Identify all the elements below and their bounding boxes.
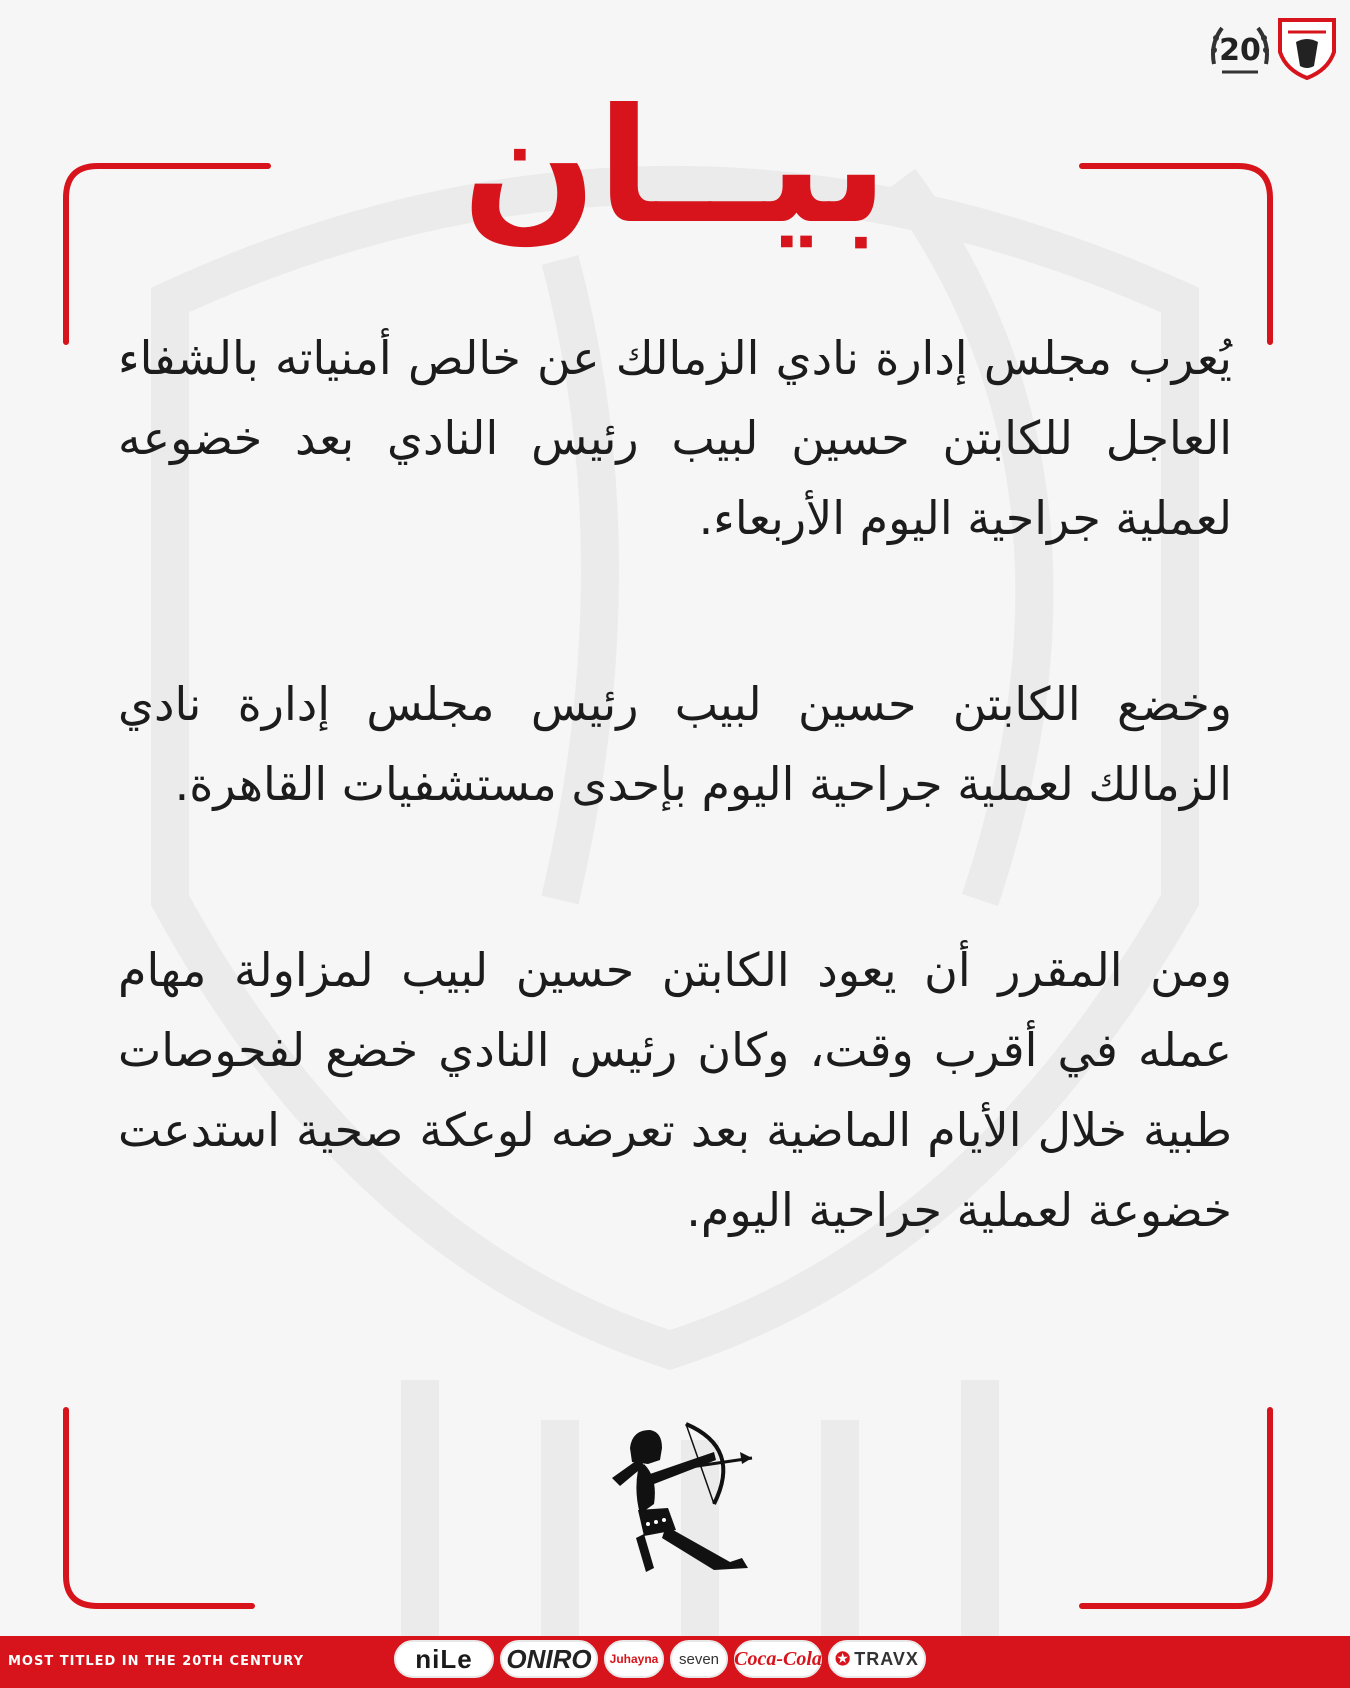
sponsor-name: ONIRO	[506, 1643, 592, 1674]
statement-paragraph: وخضع الكابتن حسين لبيب رئيس مجلس إدارة نادي الزمالك لعملية جراحية اليوم بإحدى مستشفيات القاهرة.	[118, 677, 1232, 811]
sponsor-strip	[394, 1637, 926, 1681]
sponsor-name: Juhayna	[609, 1652, 659, 1666]
sponsor-name: TRAVX	[854, 1648, 919, 1669]
sponsor-cocacola-logo	[734, 1640, 822, 1678]
badge-number: 20	[1219, 33, 1261, 68]
sponsor-nile-logo	[394, 1640, 494, 1678]
statement-body	[118, 318, 1232, 1250]
sponsor-name: seven	[678, 1650, 720, 1668]
zamalek-crest-icon	[1280, 20, 1334, 78]
sponsor-juhayna-logo	[604, 1640, 664, 1678]
sponsor-name: Coca-Cola	[734, 1647, 822, 1670]
archer-icon	[610, 1418, 760, 1574]
club-logo	[1208, 14, 1338, 80]
sponsor-oniro-logo	[500, 1640, 598, 1678]
sponsor-travx-logo	[828, 1640, 926, 1678]
statement-paragraph: ومن المقرر أن يعود الكابتن حسين لبيب لمزاولة مهام عمله في أقرب وقت، وكان رئيس النادي خضع لفحوصات طبية خلال الأيام الماضية بعد تعرضه لوعكة صحية استدعت خضوعة لعملية جراحية اليوم.	[118, 943, 1232, 1237]
statement-paragraph: يُعرب مجلس إدارة نادي الزمالك عن خالص أمنياته بالشفاء العاجل للكابتن حسين لبيب رئيس النادي بعد خضوعه لعملية جراحية اليوم الأربعاء.	[118, 331, 1232, 545]
sponsor-seven-logo	[670, 1640, 728, 1678]
footer-tagline: MOST TITLED IN THE 20TH CENTURY	[8, 1654, 304, 1669]
page-title: بيــان	[461, 75, 888, 259]
travx-mark-icon: ✪	[835, 1648, 852, 1669]
sponsor-name: niLe	[415, 1643, 473, 1674]
